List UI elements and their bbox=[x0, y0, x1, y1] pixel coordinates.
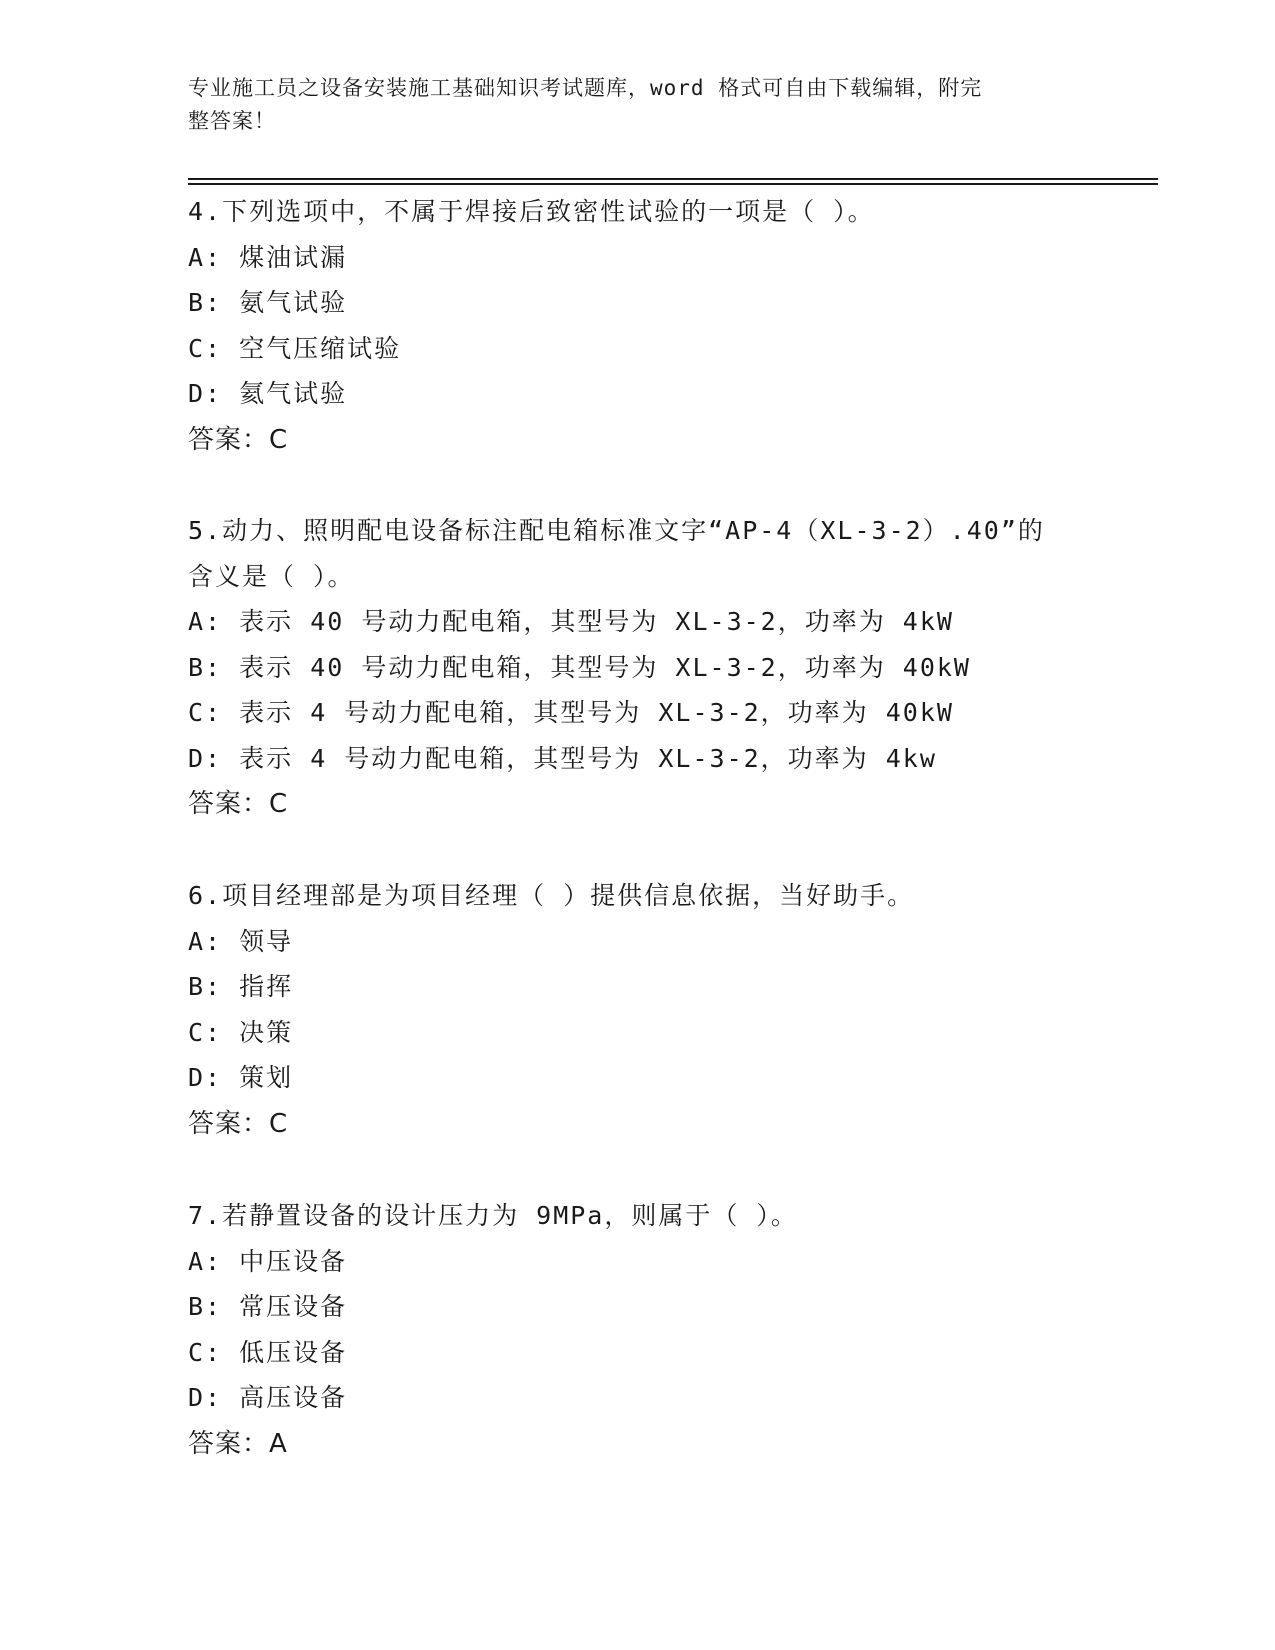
option-b: B: 表示 40 号动力配电箱，其型号为 XL-3-2，功率为 40kW bbox=[188, 652, 971, 682]
option-b: B: 氨气试验 bbox=[188, 288, 348, 317]
option-a: A: 煤油试漏 bbox=[188, 242, 348, 272]
option-a: A: 表示 40 号动力配电箱，其型号为 XL-3-2，功率为 4kW bbox=[188, 607, 954, 636]
option-c: C: 低压设备 bbox=[188, 1337, 348, 1367]
question-text-continued: 含义是（ ）。 bbox=[188, 561, 355, 591]
question-5 bbox=[188, 508, 1118, 827]
header-divider-bottom bbox=[188, 183, 1158, 185]
option-d: D: 策划 bbox=[188, 1063, 294, 1092]
answer: 答案：A bbox=[188, 1428, 288, 1459]
option-a: A: 领导 bbox=[188, 926, 294, 956]
answer: 答案：C bbox=[188, 1108, 289, 1139]
option-c: C: 表示 4 号动力配电箱，其型号为 XL-3-2，功率为 40kW bbox=[188, 698, 954, 727]
option-b: B: 常压设备 bbox=[188, 1292, 348, 1321]
header-line-2: 整答案！ bbox=[188, 109, 276, 133]
question-text: 5.动力、照明配电设备标注配电箱标准文字“AP-4（XL-3-2）.40”的 bbox=[188, 516, 1045, 545]
option-d: D: 高压设备 bbox=[188, 1383, 348, 1412]
header-line-1: 专业施工员之设备安装施工基础知识考试题库，word 格式可自由下载编辑，附完 bbox=[188, 76, 983, 100]
option-c: C: 空气压缩试验 bbox=[188, 333, 402, 363]
header-divider-top bbox=[188, 178, 1158, 180]
option-d: D: 表示 4 号动力配电箱，其型号为 XL-3-2，功率为 4kw bbox=[188, 743, 937, 773]
document-header bbox=[188, 72, 1088, 138]
option-c: C: 决策 bbox=[188, 1017, 294, 1047]
question-4 bbox=[188, 189, 1118, 463]
option-a: A: 中压设备 bbox=[188, 1246, 348, 1276]
question-text: 7.若静置设备的设计压力为 9MPa，则属于（ ）。 bbox=[188, 1201, 798, 1230]
option-d: D: 氦气试验 bbox=[188, 379, 348, 408]
question-text: 4.下列选项中，不属于焊接后致密性试验的一项是（ ）。 bbox=[188, 197, 875, 226]
question-7 bbox=[188, 1193, 1118, 1467]
answer: 答案：C bbox=[188, 424, 289, 455]
question-text: 6.项目经理部是为项目经理（ ）提供信息依据，当好助手。 bbox=[188, 881, 915, 910]
question-6 bbox=[188, 873, 1118, 1147]
answer: 答案：C bbox=[188, 789, 289, 819]
option-b: B: 指挥 bbox=[188, 972, 294, 1001]
